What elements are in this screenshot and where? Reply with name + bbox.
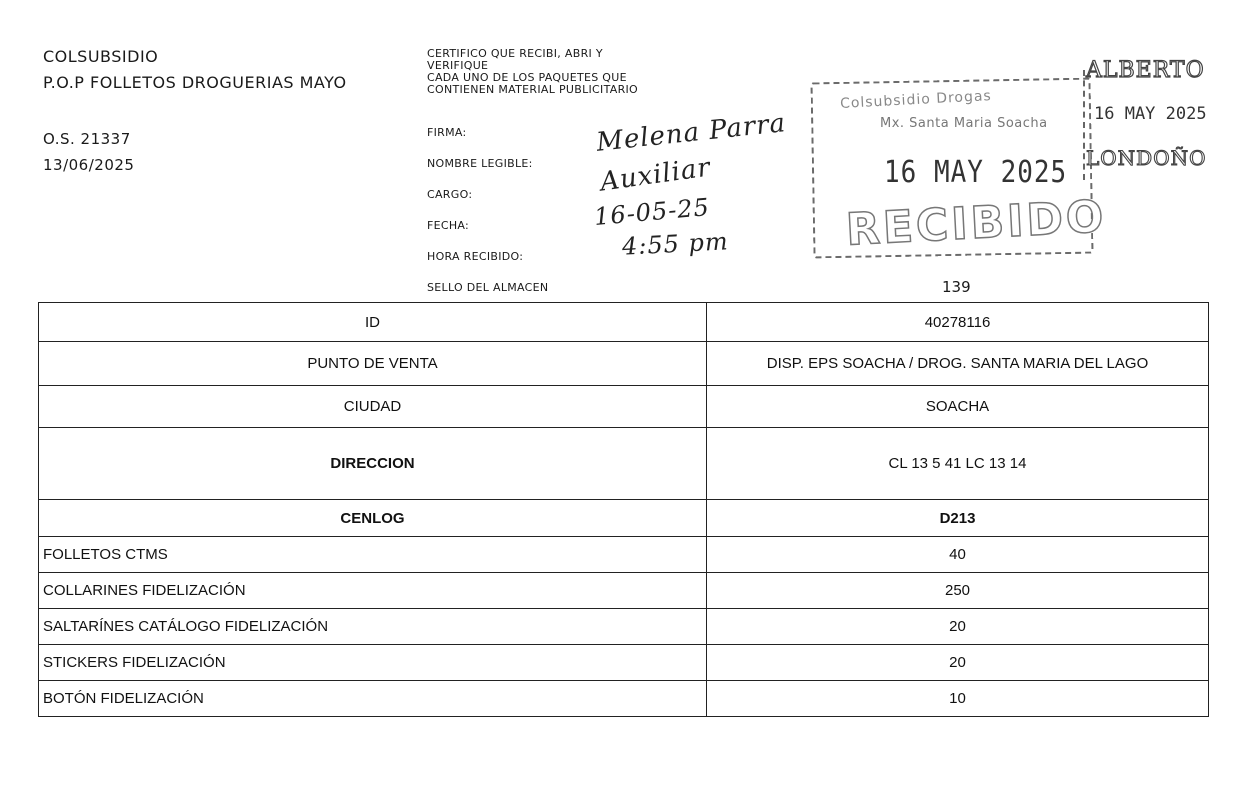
table-row <box>39 537 1209 573</box>
cenlog-value: D213 <box>707 500 1209 537</box>
item-qty: 20 <box>707 609 1209 645</box>
table-row <box>39 303 1209 342</box>
company-name: COLSUBSIDIO <box>43 47 159 66</box>
stamp-store-location: Mx. Santa Maria Soacha <box>880 116 1048 131</box>
item-qty: 10 <box>707 681 1209 717</box>
table-row <box>39 573 1209 609</box>
firma-label: FIRMA: <box>427 126 467 139</box>
direccion-value: CL 13 5 41 LC 13 14 <box>707 428 1209 500</box>
ciudad-label: CIUDAD <box>39 386 707 428</box>
punto-venta-label: PUNTO DE VENTA <box>39 342 707 386</box>
item-name: COLLARINES FIDELIZACIÓN <box>39 573 707 609</box>
table-row <box>39 681 1209 717</box>
cargo-label: CARGO: <box>427 188 473 201</box>
id-value: 40278116 <box>707 303 1209 342</box>
hora-label: HORA RECIBIDO: <box>427 250 524 263</box>
page-number: 139 <box>942 278 971 296</box>
table-row <box>39 428 1209 500</box>
handwritten-signature: Melena Parra <box>594 108 788 158</box>
id-label: ID <box>39 303 707 342</box>
certificate-line-3: CADA UNO DE LOS PAQUETES QUE <box>427 71 627 84</box>
table-row <box>39 342 1209 386</box>
nombre-label: NOMBRE LEGIBLE: <box>427 157 533 170</box>
handwritten-hora: 4:55 pm <box>621 227 730 261</box>
stamp-store-name: Colsubsidio Drogas <box>839 88 993 112</box>
stamp-name-date: 16 MAY 2025 <box>1094 104 1207 124</box>
certificate-line-4: CONTIENEN MATERIAL PUBLICITARIO <box>427 83 639 96</box>
sello-label: SELLO DEL ALMACEN <box>427 281 549 294</box>
item-name: SALTARÍNES CATÁLOGO FIDELIZACIÓN <box>39 609 707 645</box>
handwritten-cargo: Auxiliar <box>598 152 713 198</box>
cenlog-label: CENLOG <box>39 500 707 537</box>
stamp-first-name: ALBERTO <box>1086 58 1205 83</box>
item-name: STICKERS FIDELIZACIÓN <box>39 645 707 681</box>
handwritten-fecha: 16-05-25 <box>593 193 711 231</box>
company-header <box>43 44 347 96</box>
campaign-name: P.O.P FOLLETOS DROGUERIAS MAYO <box>43 73 347 92</box>
certificate-line-1: CERTIFICO QUE RECIBI, ABRI Y <box>427 47 603 60</box>
table-row <box>39 500 1209 537</box>
ciudad-value: SOACHA <box>707 386 1209 428</box>
item-qty: 250 <box>707 573 1209 609</box>
table-row <box>39 645 1209 681</box>
certificate-statement <box>427 48 638 96</box>
item-qty: 40 <box>707 537 1209 573</box>
order-info <box>43 126 134 178</box>
table-row <box>39 609 1209 645</box>
item-name: FOLLETOS CTMS <box>39 537 707 573</box>
item-qty: 20 <box>707 645 1209 681</box>
table-row <box>39 386 1209 428</box>
direccion-label: DIRECCION <box>39 428 707 500</box>
punto-venta-value: DISP. EPS SOACHA / DROG. SANTA MARIA DEL LAGO <box>707 342 1209 386</box>
certificate-line-2: VERIFIQUE <box>427 59 489 72</box>
stamp-date: 16 MAY 2025 <box>884 155 1068 191</box>
stamp-surname: LONDOÑO <box>1086 146 1207 170</box>
fecha-label: FECHA: <box>427 219 470 232</box>
order-date: 13/06/2025 <box>43 156 135 174</box>
item-name: BOTÓN FIDELIZACIÓN <box>39 681 707 717</box>
stamp-recibido: RECIBIDO <box>844 191 1108 256</box>
delivery-table <box>38 302 1209 717</box>
order-number: O.S. 21337 <box>43 130 131 148</box>
